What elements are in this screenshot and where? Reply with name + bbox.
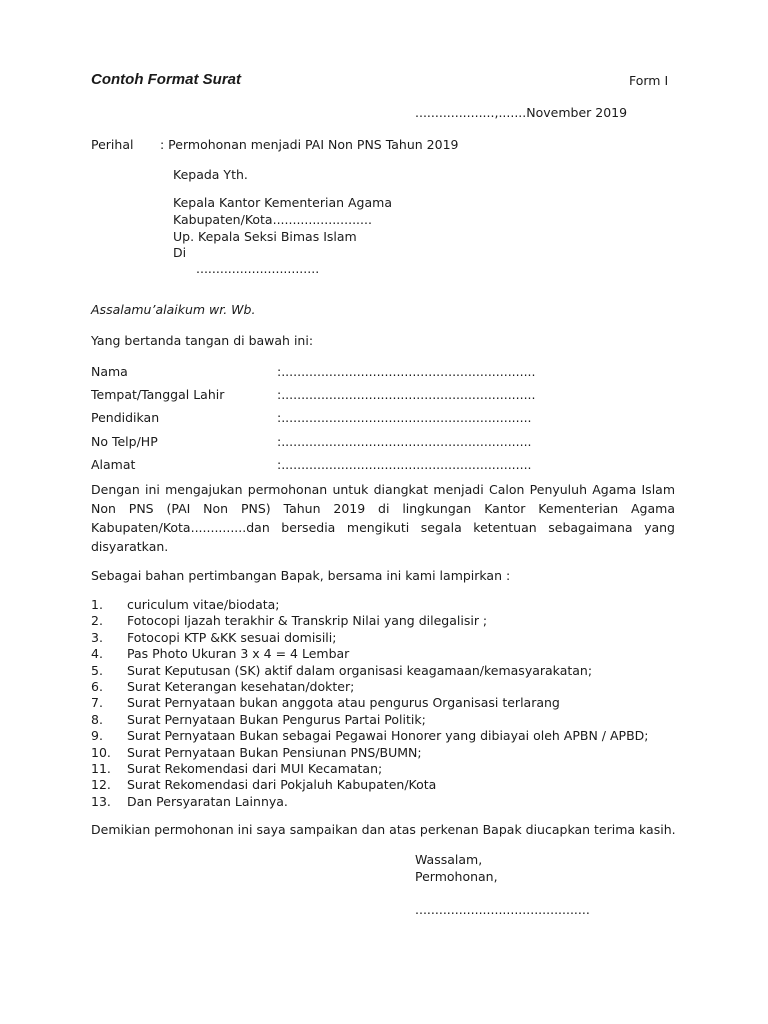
field-label: Pendidikan (91, 410, 160, 425)
list-text: Pas Photo Ukuran 3 x 4 = 4 Lembar (127, 646, 350, 662)
field-row-nama (91, 364, 536, 379)
field-row-tempat-tanggal-lahir (91, 387, 536, 402)
list-item (91, 613, 648, 629)
list-item (91, 728, 648, 744)
date-line: ....................,.......November 2019 (415, 105, 628, 120)
list-number: 8. (91, 711, 103, 727)
list-text: Fotocopi Ijazah terakhir & Transkrip Nilai yang dilegalisir ; (127, 613, 488, 629)
field-blank: :................................................................ (277, 364, 536, 379)
list-item (91, 761, 648, 777)
field-label: Alamat (91, 457, 136, 472)
list-number: 7. (91, 695, 103, 711)
field-row-pendidikan (91, 410, 532, 425)
field-label: Nama (91, 364, 128, 379)
list-text: Surat Pernyataan Bukan Pengurus Partai Politik; (127, 711, 426, 727)
list-item (91, 695, 648, 711)
closing-text: Demikian permohonan ini saya sampaikan dan atas perkenan Bapak diucapkan terima kasih. (91, 822, 676, 837)
list-number: 1. (91, 597, 103, 612)
list-item (91, 794, 648, 810)
subject-label: Perihal (91, 137, 134, 152)
salutation: Assalamu’alaikum wr. Wb. (91, 302, 256, 317)
list-number: 13. (91, 793, 111, 809)
recipient-line: Up. Kepala Seksi Bimas Islam (173, 229, 357, 244)
list-item (91, 646, 648, 662)
list-item (91, 663, 648, 679)
signature-wassalam: Wassalam, (415, 852, 483, 867)
list-item (91, 745, 648, 761)
list-number: 12. (91, 777, 111, 793)
list-text: Surat Pernyataan Bukan Pensiunan PNS/BUMN; (127, 744, 422, 760)
field-blank: :............................................................... (277, 434, 532, 449)
field-label: Tempat/Tanggal Lahir (91, 387, 225, 402)
list-text: Surat Rekomendasi dari Pokjaluh Kabupaten/Kota (127, 777, 437, 793)
list-text: Surat Pernyataan bukan anggota atau pengurus Organisasi terlarang (127, 695, 560, 711)
field-label: No Telp/HP (91, 434, 158, 449)
recipient-line: Kabupaten/Kota......................... (173, 212, 372, 227)
list-number: 9. (91, 728, 103, 744)
list-item (91, 679, 648, 695)
field-row-alamat (91, 457, 532, 472)
attachments-list (91, 597, 648, 810)
body-paragraph: Dengan ini mengajukan permohonan untuk diangkat menjadi Calon Penyuluh Agama Islam Non PNS (PAI Non PNS) Tahun 2019 di lingkungan Kantor Kementerian Agama Kabupaten/Kota..............dan bersedia mengikuti segala ketentuan sebagaimana yang disyaratkan. (91, 482, 675, 554)
document-title: Contoh Format Surat (91, 71, 241, 88)
list-number: 4. (91, 646, 103, 662)
list-text: Fotocopi KTP &KK sesuai domisili; (127, 629, 337, 645)
attachments-intro: Sebagai bahan pertimbangan Bapak, bersama ini kami lampirkan : (91, 568, 511, 583)
field-blank: :............................................................... (277, 410, 532, 425)
recipient-line: Kepala Kantor Kementerian Agama (173, 195, 392, 210)
list-number: 6. (91, 678, 103, 694)
signature-role: Permohonan, (415, 869, 498, 884)
field-row-no-telp (91, 434, 532, 449)
list-text: Surat Keterangan kesehatan/dokter; (127, 678, 355, 694)
subject-text: : Permohonan menjadi PAI Non PNS Tahun 2019 (160, 137, 459, 152)
list-text: Surat Keputusan (SK) aktif dalam organisasi keagamaan/kemasyarakatan; (127, 662, 593, 678)
list-number: 5. (91, 662, 103, 678)
list-text: Dan Persyaratan Lainnya. (127, 793, 288, 809)
list-number: 2. (91, 613, 103, 629)
field-blank: :................................................................ (277, 387, 536, 402)
list-text: curiculum vitae/biodata; (127, 597, 280, 612)
list-text: Surat Rekomendasi dari MUI Kecamatan; (127, 760, 383, 776)
list-number: 11. (91, 760, 111, 776)
list-item (91, 777, 648, 793)
form-label: Form I (629, 73, 669, 88)
field-blank: :............................................................... (277, 457, 532, 472)
intro-text: Yang bertanda tangan di bawah ini: (91, 333, 314, 348)
recipient-line: Di (173, 245, 187, 260)
list-number: 10. (91, 744, 111, 760)
list-item (91, 712, 648, 728)
recipient-greeting: Kepada Yth. (173, 167, 248, 182)
list-number: 3. (91, 629, 103, 645)
signature-line: ............................................ (415, 902, 590, 917)
recipient-place-blank: ............................... (196, 261, 320, 276)
list-item (91, 630, 648, 646)
list-item (91, 597, 648, 613)
list-text: Surat Pernyataan Bukan sebagai Pegawai Honorer yang dibiayai oleh APBN / APBD; (127, 728, 649, 744)
